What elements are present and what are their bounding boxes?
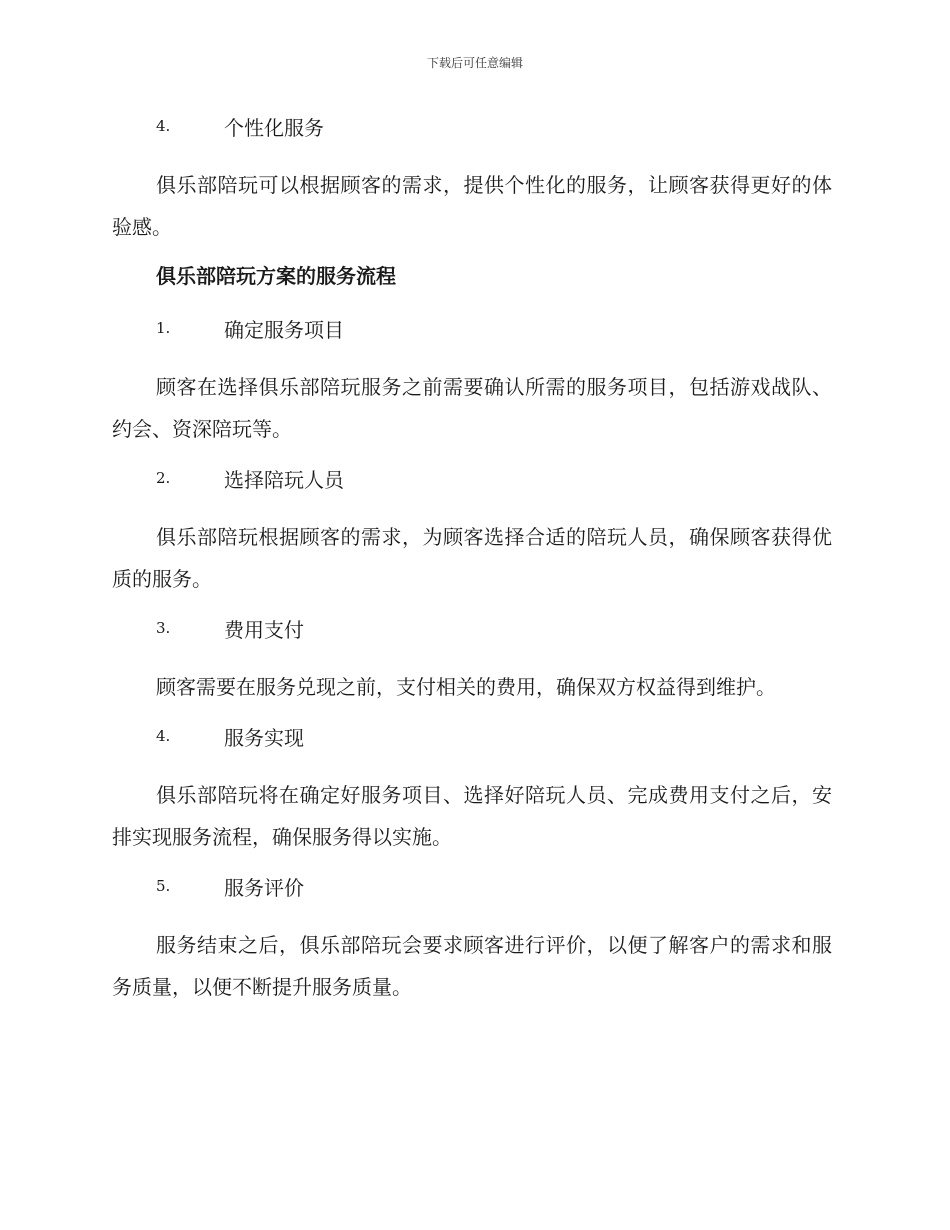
- list-item-heading: [156, 870, 832, 902]
- list-item-heading: [156, 720, 832, 752]
- paragraph: 服务结束之后，俱乐部陪玩会要求顾客进行评价，以便了解客户的需求和服务质量，以便不断提升服务质量。: [112, 933, 832, 999]
- list-item-number: 4.: [156, 117, 171, 135]
- list-item-title: 服务评价: [224, 875, 304, 900]
- list-item-number: 1.: [156, 319, 171, 337]
- list-item-title: 确定服务项目: [224, 317, 344, 342]
- list-item-number: 3.: [156, 619, 171, 637]
- list-item-title: 服务实现: [224, 725, 304, 750]
- list-item-number: 4.: [156, 727, 171, 745]
- list-item-number: 2.: [156, 469, 171, 487]
- list-item-number: 5.: [156, 877, 171, 895]
- paragraph: 顾客在选择俱乐部陪玩服务之前需要确认所需的服务项目，包括游戏战队、约会、资深陪玩等。: [112, 375, 832, 441]
- paragraph: 俱乐部陪玩可以根据顾客的需求，提供个性化的服务，让顾客获得更好的体验感。: [112, 173, 832, 239]
- list-item-heading: [156, 462, 832, 494]
- document-body: [112, 110, 832, 1008]
- page-header: 下载后可任意编辑: [426, 56, 523, 70]
- paragraph: 俱乐部陪玩将在确定好服务项目、选择好陪玩人员、完成费用支付之后，安排实现服务流程，确保服务得以实施。: [112, 783, 832, 849]
- list-item-heading: [156, 612, 832, 644]
- list-item-title: 选择陪玩人员: [224, 467, 344, 492]
- list-item-heading: [156, 110, 832, 142]
- section-title: 俱乐部陪玩方案的服务流程: [156, 263, 396, 288]
- list-item-heading: [156, 312, 832, 344]
- list-item-title: 费用支付: [224, 617, 304, 642]
- paragraph: 俱乐部陪玩根据顾客的需求，为顾客选择合适的陪玩人员，确保顾客获得优质的服务。: [112, 525, 832, 591]
- list-item-title: 个性化服务: [224, 115, 324, 140]
- paragraph: 顾客需要在服务兑现之前，支付相关的费用，确保双方权益得到维护。: [156, 675, 776, 699]
